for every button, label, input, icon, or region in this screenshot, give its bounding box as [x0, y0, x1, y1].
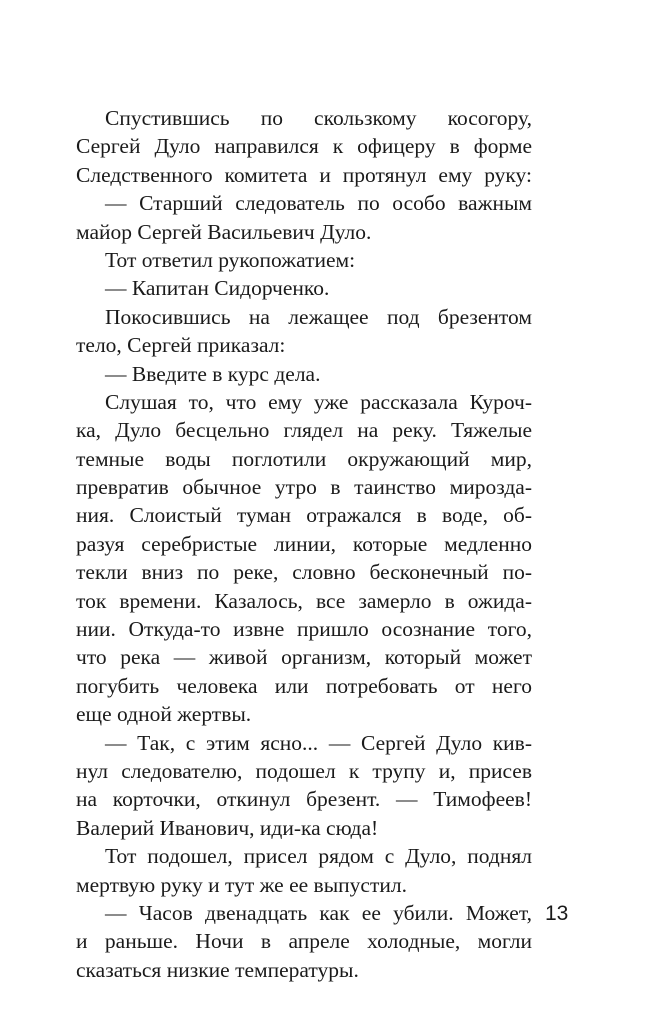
page-number: 13 — [545, 902, 569, 925]
text-line: Покосившись на лежащее под брезентом — [105, 304, 532, 329]
text-line: майор Сергей Васильевич Дуло. — [76, 219, 372, 244]
text-line: темные воды поглотили окружающий мир, — [76, 446, 532, 471]
text-line: погубить человека или потребовать от него — [76, 673, 532, 698]
text-line: текли вниз по реке, словно бесконечный по- — [76, 560, 532, 585]
text-line: Валерий Иванович, иди-ка сюда! — [76, 815, 379, 840]
text-line: ния. Слоистый туман отражался в воде, об- — [76, 503, 532, 528]
text-line: и раньше. Ночи в апреле холодные, могли — [76, 929, 532, 954]
text-line: Спустившись по скользкому косогору, — [105, 106, 532, 130]
text-line: — Часов двенадцать как ее убили. Может, — [105, 900, 532, 925]
text-line: Следственного комитета и протянул ему руку: — [76, 162, 532, 187]
text-line: на корточки, откинул брезент. — Тимофеев! — [76, 787, 532, 812]
text-line: мертвую руку и тут же ее выпустил. — [76, 872, 407, 897]
text-line: еще одной жертвы. — [76, 702, 252, 727]
text-line: — Старший следователь по особо важным — [105, 191, 532, 216]
text-line: — Введите в курс дела. — [105, 361, 321, 386]
text-line: ка, Дуло бесцельно глядел на реку. Тяжелые — [76, 418, 532, 443]
text-line: разуя серебристые линии, которые медленно — [76, 531, 532, 556]
text-line: тело, Сергей приказал: — [76, 333, 286, 358]
text-line: превратив обычное утро в таинство мирозда- — [76, 475, 532, 500]
text-line: Слушая то, что ему уже рассказала Куроч- — [105, 389, 532, 414]
book-page-text — [76, 104, 532, 984]
text-line: Тот ответил рукопожатием: — [105, 247, 356, 272]
text-line: нул следователю, подошел к трупу и, присев — [76, 758, 532, 783]
text-line: что река — живой организм, который может — [76, 645, 532, 670]
text-line: сказаться низкие температуры. — [76, 957, 359, 982]
text-line: — Капитан Сидорченко. — [105, 276, 330, 301]
text-line: нии. Откуда-то извне пришло осознание того, — [76, 617, 532, 642]
text-line: Тот подошел, присел рядом с Дуло, поднял — [105, 844, 532, 869]
text-line: — Так, с этим ясно... — Сергей Дуло кив- — [105, 730, 532, 755]
text-line: ток времени. Казалось, все замерло в ожида- — [76, 588, 532, 613]
text-line: Сергей Дуло направился к офицеру в форме — [76, 134, 532, 159]
